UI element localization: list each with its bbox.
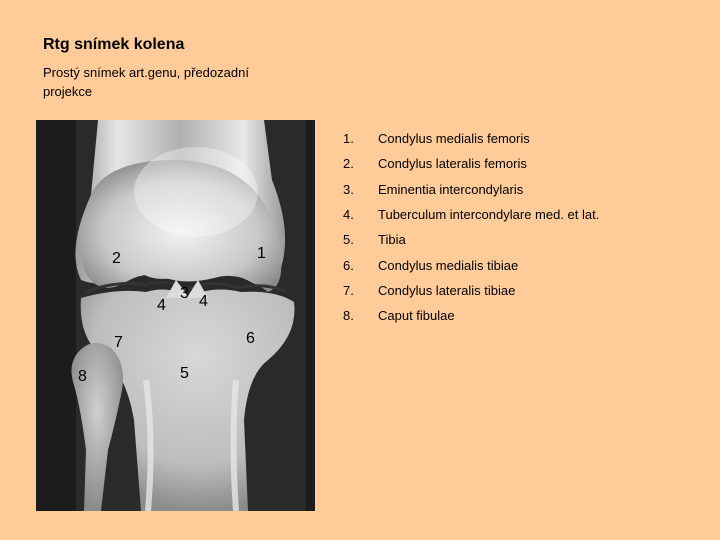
marker-3: 3	[180, 285, 189, 302]
legend-item: 2. Condylus lateralis femoris	[343, 156, 527, 172]
legend-item: 5. Tibia	[343, 232, 406, 248]
marker-6: 6	[246, 330, 255, 347]
knee-xray-drawing	[36, 120, 315, 511]
marker-4-left: 4	[157, 297, 166, 314]
legend-item: 8. Caput fibulae	[343, 308, 455, 324]
legend-item: 4. Tuberculum intercondylare med. et lat.	[343, 207, 600, 223]
slide-subtitle: Prostý snímek art.genu, předozadní projekce	[43, 65, 249, 99]
legend-item: 7. Condylus lateralis tibiae	[343, 282, 516, 298]
legend-list	[343, 126, 599, 328]
marker-7: 7	[114, 334, 123, 351]
marker-5: 5	[180, 365, 189, 382]
legend-item: 3. Eminentia intercondylaris	[343, 181, 524, 197]
knee-xray-image	[36, 120, 315, 511]
marker-2: 2	[112, 250, 121, 267]
marker-8: 8	[78, 368, 87, 385]
marker-1: 1	[257, 245, 266, 262]
slide-title: Rtg snímek kolena	[43, 36, 185, 53]
legend-item: 6. Condylus medialis tibiae	[343, 257, 519, 273]
marker-4-right: 4	[199, 293, 208, 310]
legend-item: 1. Condylus medialis femoris	[343, 131, 530, 147]
